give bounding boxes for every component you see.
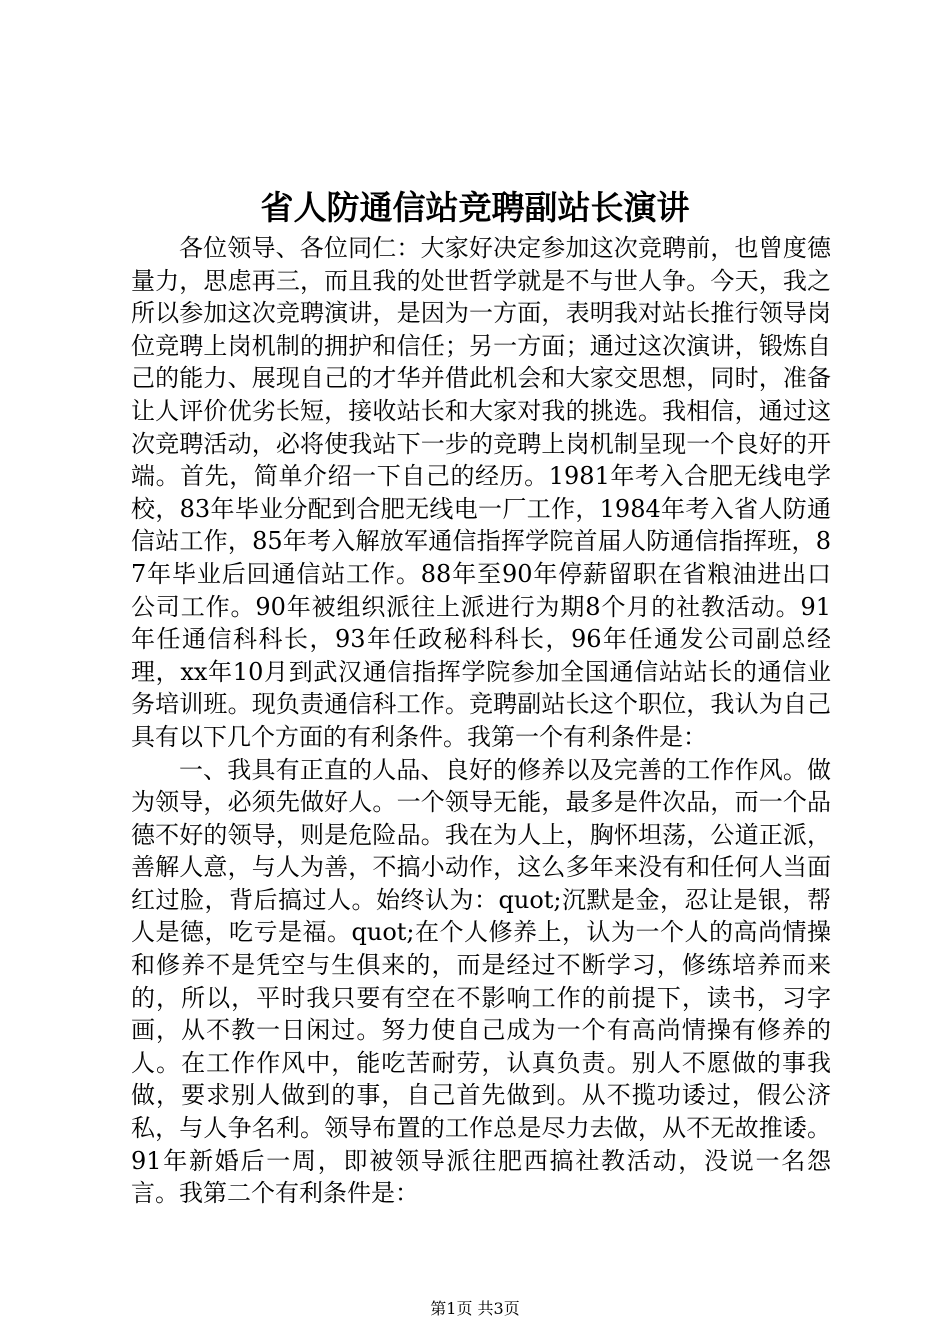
paragraph-2: 一、我具有正直的人品、良好的修养以及完善的工作作风。做为领导，必须先做好人。一个领导无能，最多是件次品，而一个品德不好的领导，则是危险品。我在为人上，胸怀坦荡，公道正派，善解人意，与人为善，不搞小动作，这么多年来没有和任何人当面红过脸，背后搞过人。始终认为：quot;沉默是金，忍让是银，帮人是德，吃亏是福。quot;在个人修养上，认为一个人的高尚情操和修养不是凭空与生俱来的，而是经过不断学习，修练培养而来的，所以，平时我只要有空在不影响工作的前提下，读书，习字画，从不教一日闲过。努力使自己成为一个有高尚情操有修养的人。在工作作风中，能吃苦耐劳，认真负责。别人不愿做的事我做，要求别人做到的事，自己首先做到。从不揽功诿过，假公济私，与人争名利。领导布置的工作总是尽力去做，从不无故推诿。91年新婚后一周，即被领导派往肥西搞社教活动，没说一名怨言。我第二个有利条件是： xyxy=(131,755,831,1208)
page-number-footer: 第1页 共3页 xyxy=(430,1299,520,1318)
paragraph-1: 各位领导、各位同仁：大家好决定参加这次竞聘前，也曾度德量力，思虑再三，而且我的处世哲学就是不与世人争。今天，我之所以参加这次竞聘演讲，是因为一方面，表明我对站长推行领导岗位竞聘上岗机制的拥护和信任；另一方面；通过这次演讲，锻炼自己的能力、展现自己的才华并借此机会和大家交思想，同时，准备让人评价优劣长短，接收站长和大家对我的挑选。我相信，通过这次竞聘活动，必将使我站下一步的竞聘上岗机制呈现一个良好的开端。首先，简单介绍一下自己的经历。1981年考入合肥无线电学校，83年毕业分配到合肥无线电一厂工作，1984年考入省人防通信站工作，85年考入解放军通信指挥学院首届人防通信指挥班，87年毕业后回通信站工作。88年至90年停薪留职在省粮油进出口公司工作。90年被组织派往上派进行为期8个月的社教活动。91年任通信科科长，93年任政秘科科长，96年任通发公司副总经理，xx年10月到武汉通信指挥学院参加全国通信站站长的通信业务培训班。现负责通信科工作。竞聘副站长这个职位，我认为自己具有以下几个方面的有利条件。我第一个有利条件是： xyxy=(131,234,831,751)
document-title: 省人防通信站竞聘副站长演讲 xyxy=(260,188,690,227)
document-body xyxy=(131,232,831,1210)
